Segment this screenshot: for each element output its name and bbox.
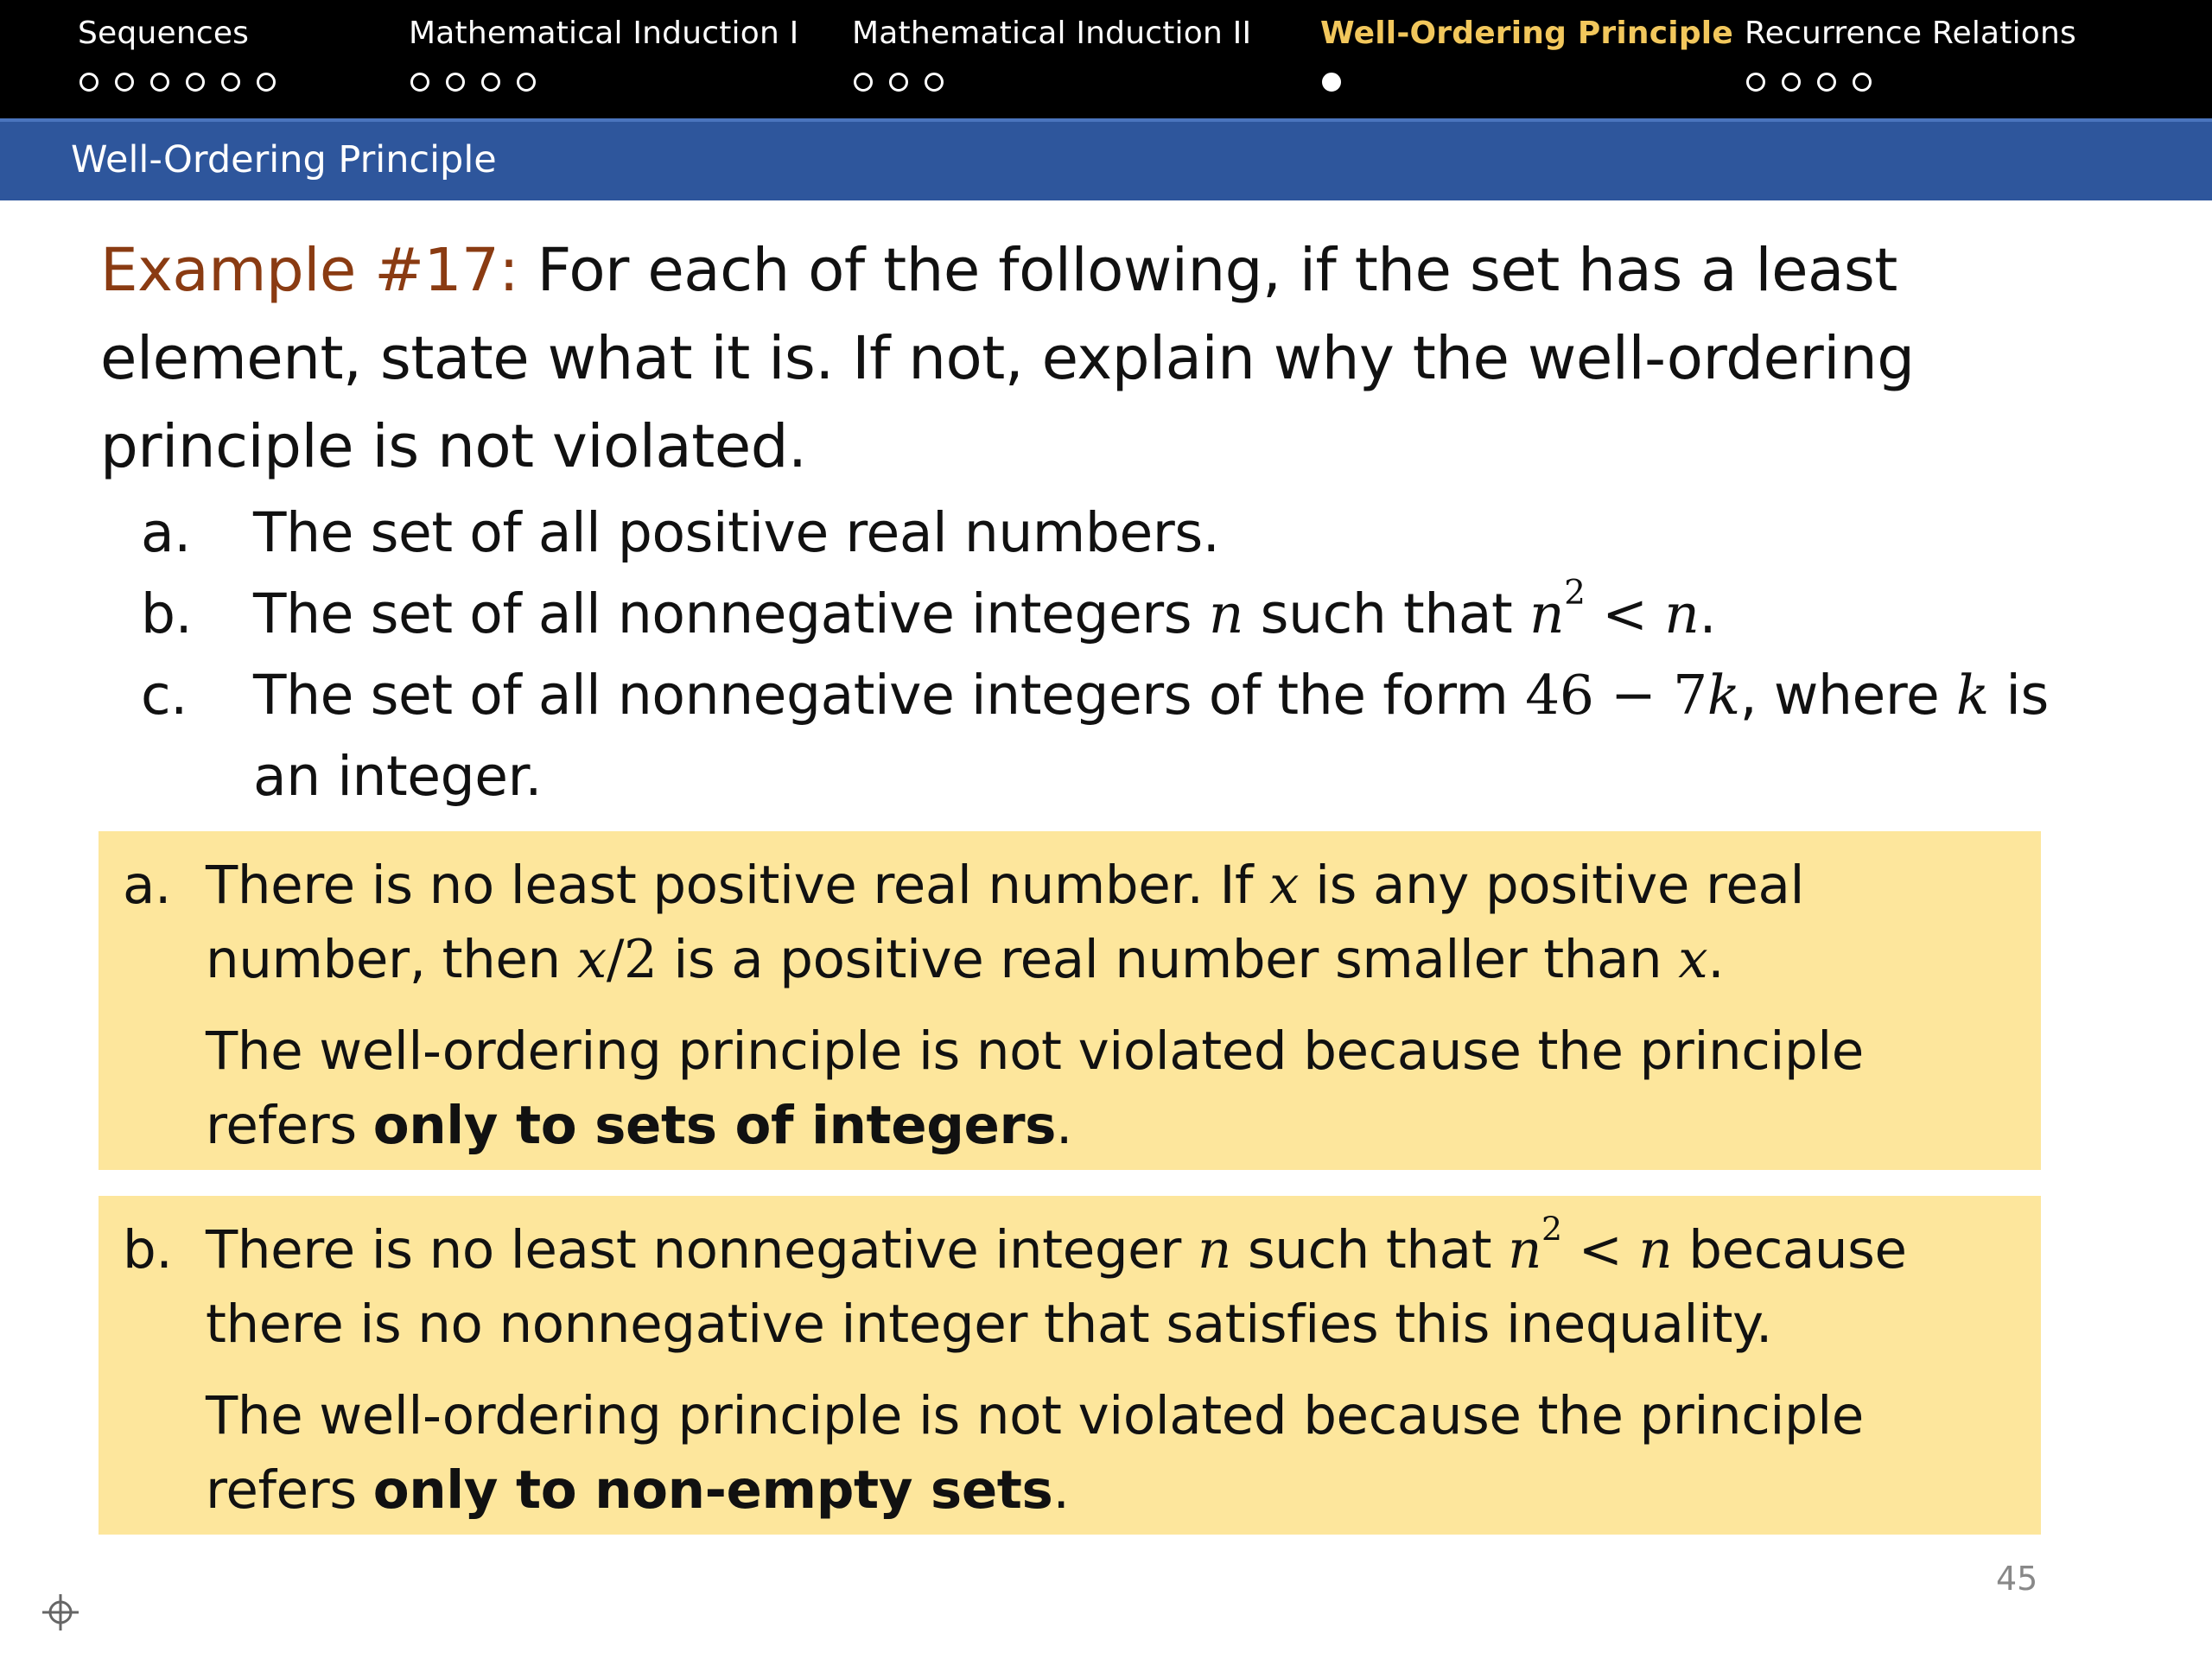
- text-run: such that: [1230, 1219, 1509, 1281]
- math-expression: /2: [606, 929, 658, 990]
- answer-content: [123, 849, 2024, 1163]
- math-variable: n: [1529, 582, 1565, 645]
- nav-section-mathematical-induction-1[interactable]: [409, 12, 798, 92]
- answer-paragraph: [206, 1379, 2024, 1528]
- example-label: Example #17:: [100, 236, 519, 305]
- question-text: [253, 574, 2111, 655]
- nav-frame-dot[interactable]: [79, 73, 99, 92]
- math-variable: n: [1197, 1219, 1231, 1281]
- text-run: .: [1056, 1095, 1073, 1156]
- math-exponent: 2: [1541, 1209, 1562, 1248]
- math-variable: k: [1707, 664, 1740, 727]
- question-item-a: [141, 493, 2111, 574]
- math-variable: n: [1664, 582, 1700, 645]
- question-letter: b.: [141, 582, 193, 645]
- text-run: is a positive real number smaller than: [657, 929, 1679, 990]
- nav-frame-dot[interactable]: [150, 73, 169, 92]
- nav-frame-dot[interactable]: [1782, 73, 1801, 92]
- question-item-c: [141, 655, 2111, 817]
- crosshair-target-icon[interactable]: [40, 1592, 81, 1633]
- nav-frame-dot[interactable]: [1746, 73, 1765, 92]
- nav-frame-dot[interactable]: [1853, 73, 1872, 92]
- nav-frame-dot[interactable]: [854, 73, 873, 92]
- text-run: is any positive real number, then: [206, 855, 1805, 990]
- nav-frame-dots: [1746, 73, 2076, 92]
- text-run: because there is no nonnegative integer that satisfies this inequality.: [206, 1219, 1907, 1355]
- math-variable: x: [576, 929, 607, 990]
- question-item-b: [141, 574, 2111, 655]
- math-variable: n: [1508, 1219, 1542, 1281]
- math-variable: n: [1208, 582, 1244, 645]
- text-run: .: [1707, 929, 1725, 990]
- answer-letter: b.: [123, 1219, 173, 1281]
- text-run: The well-ordering principle is not violated because the principle refers: [206, 1385, 1864, 1521]
- text-run: The well-ordering principle is not violated because the principle refers: [206, 1020, 1864, 1156]
- nav-frame-dot[interactable]: [115, 73, 134, 92]
- nav-section-well-ordering-principle[interactable]: [1320, 12, 1733, 92]
- answer-body: [206, 849, 2024, 1163]
- page-number: 45: [1996, 1560, 2038, 1598]
- math-relation: <: [1585, 582, 1665, 645]
- text-run: is an integer.: [253, 664, 2049, 808]
- math-variable: k: [1955, 664, 1989, 727]
- nav-frame-dots: [1322, 73, 1733, 92]
- nav-section-title[interactable]: Mathematical Induction I: [409, 16, 799, 51]
- answer-content: [123, 1209, 2024, 1528]
- nav-frame-dots: [410, 73, 798, 92]
- answer-letter: a.: [123, 855, 171, 916]
- nav-section-title[interactable]: Well-Ordering Principle: [1320, 16, 1733, 51]
- nav-frame-dots: [854, 73, 1251, 92]
- section-title-bar: [0, 118, 2212, 200]
- text-run: .: [1052, 1459, 1070, 1521]
- nav-frame-dot[interactable]: [446, 73, 465, 92]
- text-run: The set of all nonnegative integers: [253, 582, 1209, 645]
- text-run: , where: [1739, 664, 1956, 727]
- nav-frame-dot[interactable]: [410, 73, 429, 92]
- question-text: The set of all positive real numbers.: [253, 501, 1220, 564]
- problem-text: For each of the following, if the set has a least element, state what it is. If not, explain why the well-ordering principle is not violated.: [100, 236, 1915, 481]
- emphasis-text: only to non-empty sets: [372, 1459, 1053, 1521]
- question-letter: a.: [141, 501, 191, 564]
- math-expression: 46 − 7: [1525, 664, 1707, 727]
- text-run: such that: [1243, 582, 1529, 645]
- nav-section-recurrence-relations[interactable]: [1745, 12, 2076, 92]
- nav-section-mathematical-induction-2[interactable]: [852, 12, 1251, 92]
- answer-paragraph: [206, 849, 2024, 997]
- nav-frame-dot-current[interactable]: [1322, 73, 1341, 92]
- math-variable: x: [1269, 855, 1300, 916]
- text-run: .: [1699, 582, 1717, 645]
- math-variable: n: [1638, 1219, 1673, 1281]
- nav-frame-dot[interactable]: [517, 73, 536, 92]
- text-run: The set of all nonnegative integers of the form: [253, 664, 1526, 727]
- question-list: [141, 493, 2111, 817]
- nav-frame-dot[interactable]: [889, 73, 908, 92]
- nav-frame-dot[interactable]: [221, 73, 240, 92]
- nav-section-title[interactable]: Mathematical Induction II: [852, 16, 1252, 51]
- nav-section-title[interactable]: Sequences: [78, 16, 250, 51]
- math-relation: <: [1561, 1219, 1639, 1281]
- emphasis-text: only to sets of integers: [372, 1095, 1057, 1156]
- problem-statement: [100, 226, 2105, 491]
- answer-box-b: [99, 1196, 2041, 1535]
- nav-frame-dot[interactable]: [257, 73, 276, 92]
- text-run: There is no least positive real number. If: [206, 855, 1270, 916]
- question-letter: c.: [141, 664, 188, 727]
- answer-box-a: [99, 831, 2041, 1170]
- answer-body: [206, 1209, 2024, 1528]
- math-variable: x: [1678, 929, 1708, 990]
- nav-frame-dot[interactable]: [481, 73, 500, 92]
- math-exponent: 2: [1564, 573, 1586, 613]
- question-text: [253, 655, 2111, 817]
- text-run: There is no least nonnegative integer: [206, 1219, 1198, 1281]
- nav-frame-dot[interactable]: [925, 73, 944, 92]
- answer-paragraph: [206, 1014, 2024, 1163]
- answer-paragraph: [206, 1209, 2024, 1362]
- nav-section-sequences[interactable]: [78, 12, 276, 92]
- nav-section-title[interactable]: Recurrence Relations: [1745, 16, 2077, 51]
- nav-frame-dot[interactable]: [1817, 73, 1836, 92]
- nav-frame-dot[interactable]: [186, 73, 205, 92]
- nav-frame-dots: [79, 73, 276, 92]
- section-navigation-bar: [0, 0, 2212, 118]
- section-title: Well-Ordering Principle: [71, 138, 497, 181]
